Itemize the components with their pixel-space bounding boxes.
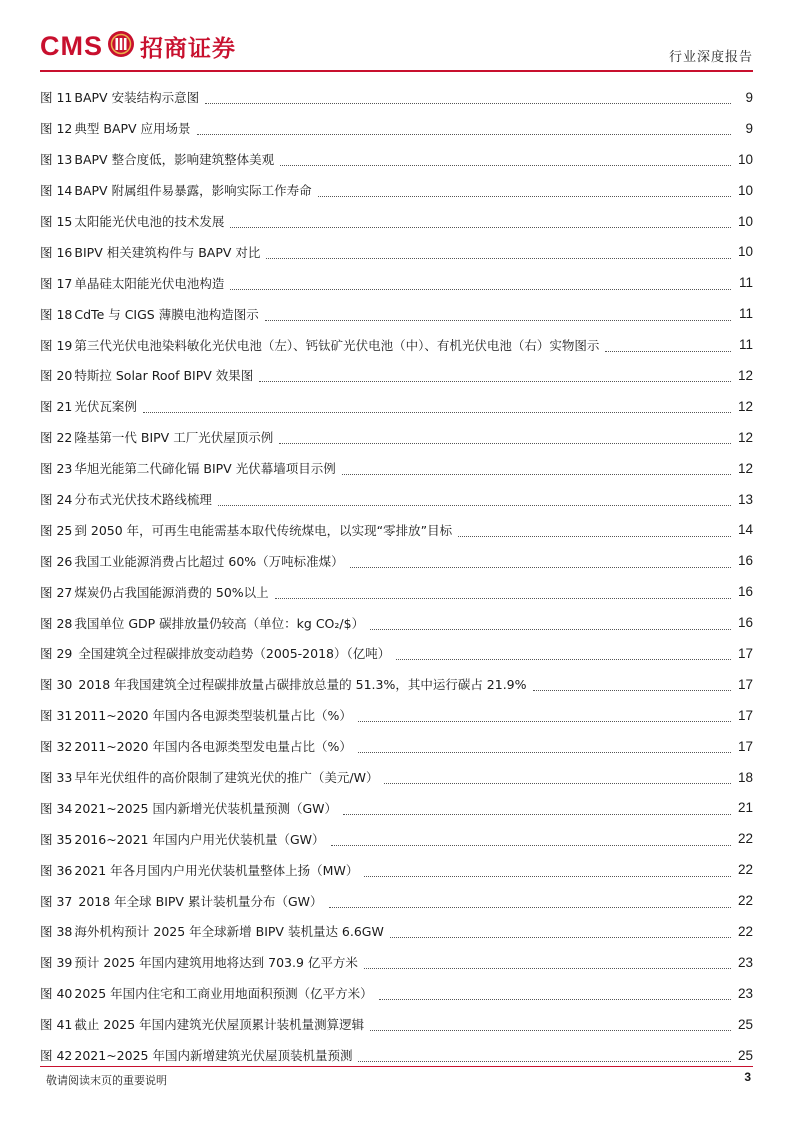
toc-page-number[interactable]: 25 bbox=[737, 1047, 753, 1063]
toc-entry[interactable] bbox=[40, 391, 753, 422]
figure-title: 我国单位 GDP 碳排放量仍较高（单位：kg CO₂/$） bbox=[74, 615, 365, 631]
figure-title: 到 2050 年，可再生电能需基本取代传统煤电，以实现“零排放”目标 bbox=[74, 522, 453, 538]
figure-tag: 图 21 bbox=[40, 399, 73, 415]
toc-entry-label[interactable] bbox=[40, 243, 262, 261]
toc-page-number[interactable]: 16 bbox=[737, 615, 753, 631]
dot-leader bbox=[370, 628, 731, 630]
toc-page-number[interactable]: 10 bbox=[737, 213, 753, 229]
toc-page-number[interactable]: 25 bbox=[737, 1016, 753, 1032]
figure-tag: 图 30 bbox=[40, 677, 73, 693]
dot-leader bbox=[458, 535, 731, 537]
toc-entry-label[interactable] bbox=[40, 861, 360, 879]
toc-entry[interactable] bbox=[40, 236, 753, 267]
dot-leader bbox=[350, 566, 731, 568]
toc-entry[interactable] bbox=[40, 638, 753, 669]
header-divider bbox=[40, 70, 753, 72]
toc-entry-label[interactable] bbox=[40, 88, 201, 106]
toc-entry[interactable] bbox=[40, 329, 753, 360]
logo-emblem-icon bbox=[106, 29, 136, 63]
toc-entry-label[interactable] bbox=[40, 366, 255, 384]
figure-title: BAPV 附属组件易暴露，影响实际工作寿命 bbox=[74, 183, 312, 199]
toc-entry-label[interactable] bbox=[40, 799, 339, 817]
toc-entry-label[interactable] bbox=[40, 552, 346, 570]
toc-entry[interactable] bbox=[40, 854, 753, 885]
dot-leader bbox=[396, 658, 731, 660]
dot-leader bbox=[343, 813, 731, 815]
figure-tag: 图 17 bbox=[40, 275, 73, 291]
figure-title: 2011~2020 年国内各电源类型装机量占比（%） bbox=[74, 708, 352, 724]
toc-entry[interactable] bbox=[40, 792, 753, 823]
figure-title: 全国建筑全过程碳排放变动趋势（2005-2018）（亿吨） bbox=[74, 646, 391, 662]
dot-leader bbox=[143, 411, 731, 413]
toc-page-number[interactable]: 9 bbox=[745, 89, 753, 105]
figure-title: 海外机构预计 2025 年全球新增 BIPV 装机量达 6.6GW bbox=[74, 924, 384, 940]
figure-title: 2025 年国内住宅和工商业用地面积预测（亿平方米） bbox=[74, 986, 373, 1002]
toc-page-number[interactable]: 9 bbox=[745, 120, 753, 136]
toc-entry-label[interactable] bbox=[40, 583, 271, 601]
figure-title: 第三代光伏电池染料敏化光伏电池（左）、钙钛矿光伏电池（中）、有机光伏电池（右）实物图示 bbox=[74, 337, 600, 353]
toc-entry-label[interactable] bbox=[40, 644, 392, 662]
figure-title: 典型 BAPV 应用场景 bbox=[74, 121, 191, 137]
toc-page-number[interactable]: 11 bbox=[738, 306, 753, 322]
logo-latin-text: CMS bbox=[40, 31, 103, 61]
toc-entry-label[interactable] bbox=[40, 459, 338, 477]
toc-entry[interactable] bbox=[40, 762, 753, 793]
toc-entry-label[interactable] bbox=[40, 274, 226, 292]
toc-entry-label[interactable] bbox=[40, 490, 214, 508]
dot-leader bbox=[266, 257, 731, 259]
figure-title: 特斯拉 Solar Roof BIPV 效果图 bbox=[74, 368, 254, 384]
figure-title: 2018 年我国建筑全过程碳排放量占碳排放总量的 51.3%，其中运行碳占 21.9% bbox=[74, 677, 527, 693]
toc-entry-label[interactable] bbox=[40, 892, 325, 910]
figure-tag: 图 18 bbox=[40, 306, 73, 322]
toc-entry-label[interactable] bbox=[40, 768, 380, 786]
dot-leader bbox=[358, 1060, 731, 1062]
toc-page-number[interactable]: 10 bbox=[737, 182, 753, 198]
toc-entry-label[interactable] bbox=[40, 922, 386, 940]
toc-entry-label[interactable] bbox=[40, 737, 354, 755]
dot-leader bbox=[205, 102, 731, 104]
toc-entry[interactable] bbox=[40, 267, 753, 298]
toc-page-number[interactable]: 21 bbox=[737, 800, 753, 816]
toc-entry[interactable] bbox=[40, 484, 753, 515]
dot-leader bbox=[230, 288, 731, 290]
toc-page-number[interactable]: 23 bbox=[737, 985, 753, 1001]
toc-page-number[interactable]: 12 bbox=[737, 367, 753, 383]
toc-entry[interactable] bbox=[40, 607, 753, 638]
toc-page-number[interactable]: 17 bbox=[737, 707, 753, 723]
toc-entry-label[interactable] bbox=[40, 1015, 366, 1033]
toc-page-number[interactable]: 16 bbox=[737, 553, 753, 569]
dot-leader bbox=[364, 967, 731, 969]
figure-tag: 图 34 bbox=[40, 800, 73, 816]
toc-page-number[interactable]: 22 bbox=[737, 831, 753, 847]
toc-entry-label[interactable] bbox=[40, 521, 454, 539]
figure-tag: 图 35 bbox=[40, 831, 73, 847]
figure-tag: 图 37 bbox=[40, 893, 73, 909]
dot-leader bbox=[390, 936, 731, 938]
figure-tag: 图 22 bbox=[40, 430, 73, 446]
toc-entry-label[interactable] bbox=[40, 830, 327, 848]
figure-title: BAPV 整合度低，影响建筑整体美观 bbox=[74, 152, 275, 168]
toc-entry[interactable] bbox=[40, 731, 753, 762]
toc-entry[interactable] bbox=[40, 82, 753, 113]
logo-chinese-text: 招商证券 bbox=[140, 34, 236, 62]
dot-leader bbox=[364, 875, 731, 877]
dot-leader bbox=[275, 597, 731, 599]
toc-entry[interactable] bbox=[40, 514, 753, 545]
dot-leader bbox=[218, 504, 731, 506]
figure-tag: 图 24 bbox=[40, 492, 73, 508]
toc-entry[interactable] bbox=[40, 576, 753, 607]
dot-leader bbox=[533, 689, 731, 691]
figure-tag: 图 11 bbox=[40, 90, 73, 106]
figure-tag: 图 13 bbox=[40, 152, 73, 168]
toc-entry-label[interactable] bbox=[40, 706, 354, 724]
toc-entry[interactable] bbox=[40, 978, 753, 1009]
toc-entry-label[interactable] bbox=[40, 181, 314, 199]
figure-title: 2021~2025 国内新增光伏装机量预测（GW） bbox=[74, 800, 338, 816]
figure-tag: 图 42 bbox=[40, 1048, 73, 1064]
toc-page-number[interactable]: 23 bbox=[737, 954, 753, 970]
figure-title: 2021~2025 年国内新增建筑光伏屋顶装机量预测 bbox=[74, 1048, 353, 1064]
toc-page-number[interactable]: 17 bbox=[737, 645, 753, 661]
report-type-label: 行业深度报告 bbox=[668, 50, 753, 65]
toc-entry-label[interactable] bbox=[40, 1046, 354, 1064]
toc-entry[interactable] bbox=[40, 823, 753, 854]
toc-entry-label[interactable] bbox=[40, 984, 375, 1002]
toc-entry[interactable] bbox=[40, 206, 753, 237]
dot-leader bbox=[197, 133, 731, 135]
figure-tag: 图 23 bbox=[40, 461, 73, 477]
figure-title: BIPV 相关建筑构件与 BAPV 对比 bbox=[74, 244, 261, 260]
toc-page-number[interactable]: 10 bbox=[737, 244, 753, 260]
toc-page-number[interactable]: 18 bbox=[737, 769, 753, 785]
toc-entry-label[interactable] bbox=[40, 428, 275, 446]
figure-title: 预计 2025 年国内建筑用地将达到 703.9 亿平方米 bbox=[74, 955, 358, 971]
figure-tag: 图 14 bbox=[40, 183, 73, 199]
dot-leader bbox=[370, 1029, 731, 1031]
figure-tag: 图 31 bbox=[40, 708, 73, 724]
figure-title: 华旭光能第二代碲化镉 BIPV 光伏幕墙项目示例 bbox=[74, 461, 336, 477]
toc-page-number[interactable]: 22 bbox=[737, 893, 753, 909]
toc-entry-label[interactable] bbox=[40, 212, 226, 230]
dot-leader bbox=[259, 380, 731, 382]
dot-leader bbox=[280, 164, 731, 166]
figure-tag: 图 41 bbox=[40, 1017, 73, 1033]
dot-leader bbox=[279, 442, 731, 444]
toc-entry[interactable] bbox=[40, 453, 753, 484]
figure-tag: 图 27 bbox=[40, 584, 73, 600]
figure-index-list bbox=[40, 82, 753, 1071]
figure-tag: 图 15 bbox=[40, 214, 73, 229]
figure-tag: 图 12 bbox=[40, 121, 73, 137]
figure-title: 截止 2025 年国内建筑光伏屋顶累计装机量测算逻辑 bbox=[74, 1017, 365, 1033]
footer-divider bbox=[40, 1066, 753, 1067]
dot-leader bbox=[265, 319, 731, 321]
toc-entry[interactable] bbox=[40, 144, 753, 175]
toc-page-number[interactable]: 22 bbox=[737, 923, 753, 939]
toc-entry-label[interactable] bbox=[40, 150, 276, 168]
figure-tag: 图 33 bbox=[40, 770, 73, 786]
toc-entry-label[interactable] bbox=[40, 336, 601, 354]
figure-tag: 图 20 bbox=[40, 368, 73, 384]
figure-tag: 图 25 bbox=[40, 522, 73, 538]
figure-tag: 图 38 bbox=[40, 924, 73, 940]
figure-title: 煤炭仍占我国能源消费的 50%以上 bbox=[74, 584, 269, 600]
dot-leader bbox=[379, 998, 731, 1000]
figure-tag: 图 26 bbox=[40, 553, 73, 569]
toc-page-number[interactable]: 13 bbox=[737, 491, 753, 507]
toc-entry-label[interactable] bbox=[40, 614, 366, 632]
dot-leader bbox=[230, 226, 731, 228]
figure-tag: 图 28 bbox=[40, 615, 73, 631]
toc-entry[interactable] bbox=[40, 422, 753, 453]
toc-page-number[interactable]: 12 bbox=[737, 460, 753, 476]
figure-title: 隆基第一代 BIPV 工厂光伏屋顶示例 bbox=[74, 430, 274, 446]
figure-title: BAPV 安装结构示意图 bbox=[74, 90, 200, 106]
dot-leader bbox=[358, 751, 731, 753]
toc-entry[interactable] bbox=[40, 113, 753, 144]
dot-leader bbox=[331, 844, 731, 846]
figure-tag: 图 16 bbox=[40, 244, 73, 260]
toc-entry[interactable] bbox=[40, 1009, 753, 1040]
figure-tag: 图 39 bbox=[40, 955, 73, 971]
figure-tag: 图 40 bbox=[40, 986, 73, 1002]
page-number: 3 bbox=[744, 1070, 751, 1084]
figure-title: CdTe 与 CIGS 薄膜电池构造图示 bbox=[74, 306, 259, 322]
dot-leader bbox=[329, 906, 732, 908]
toc-entry-label[interactable] bbox=[40, 675, 529, 693]
cms-logo bbox=[40, 28, 236, 64]
toc-page-number[interactable]: 17 bbox=[737, 676, 753, 692]
figure-title: 分布式光伏技术路线梳理 bbox=[74, 492, 212, 508]
figure-title: 太阳能光伏电池的技术发展 bbox=[74, 214, 225, 229]
dot-leader bbox=[342, 473, 731, 475]
figure-title: 光伏瓦案例 bbox=[74, 399, 137, 415]
toc-entry[interactable] bbox=[40, 545, 753, 576]
figure-title: 2018 年全球 BIPV 累计装机量分布（GW） bbox=[74, 893, 323, 909]
dot-leader bbox=[318, 195, 731, 197]
figure-title: 单晶硅太阳能光伏电池构造 bbox=[74, 275, 225, 291]
figure-tag: 图 29 bbox=[40, 646, 73, 662]
toc-entry-label[interactable] bbox=[40, 119, 193, 137]
dot-leader bbox=[384, 782, 731, 784]
toc-page-number[interactable]: 11 bbox=[738, 275, 753, 291]
figure-title: 早年光伏组件的高价限制了建筑光伏的推广（美元/W） bbox=[74, 770, 379, 786]
figure-tag: 图 36 bbox=[40, 862, 73, 878]
toc-entry[interactable] bbox=[40, 175, 753, 206]
toc-page-number[interactable]: 10 bbox=[737, 151, 753, 167]
toc-page-number[interactable]: 17 bbox=[737, 738, 753, 754]
toc-entry[interactable] bbox=[40, 360, 753, 391]
toc-page-number[interactable]: 11 bbox=[738, 337, 753, 353]
disclaimer-note: 敬请阅读末页的重要说明 bbox=[46, 1074, 167, 1087]
toc-entry[interactable] bbox=[40, 885, 753, 916]
page-header bbox=[40, 22, 753, 68]
toc-page-number[interactable]: 16 bbox=[737, 584, 753, 600]
toc-entry[interactable] bbox=[40, 916, 753, 947]
figure-title: 我国工业能源消费占比超过 60%（万吨标准煤） bbox=[74, 553, 344, 569]
toc-entry[interactable] bbox=[40, 298, 753, 329]
toc-entry-label[interactable] bbox=[40, 397, 139, 415]
toc-entry-label[interactable] bbox=[40, 305, 261, 323]
figure-title: 2016~2021 年国内户用光伏装机量（GW） bbox=[74, 831, 325, 847]
dot-leader bbox=[605, 350, 731, 352]
toc-page-number[interactable]: 22 bbox=[737, 862, 753, 878]
toc-page-number[interactable]: 12 bbox=[737, 398, 753, 414]
toc-entry-label[interactable] bbox=[40, 953, 360, 971]
dot-leader bbox=[358, 720, 731, 722]
toc-entry[interactable] bbox=[40, 669, 753, 700]
toc-page-number[interactable]: 14 bbox=[737, 522, 753, 538]
figure-tag: 图 19 bbox=[40, 337, 73, 353]
figure-tag: 图 32 bbox=[40, 739, 73, 755]
figure-title: 2021 年各月国内户用光伏装机量整体上扬（MW） bbox=[74, 862, 359, 878]
toc-entry[interactable] bbox=[40, 700, 753, 731]
figure-title: 2011~2020 年国内各电源类型发电量占比（%） bbox=[74, 739, 352, 755]
toc-page-number[interactable]: 12 bbox=[737, 429, 753, 445]
toc-entry[interactable] bbox=[40, 947, 753, 978]
